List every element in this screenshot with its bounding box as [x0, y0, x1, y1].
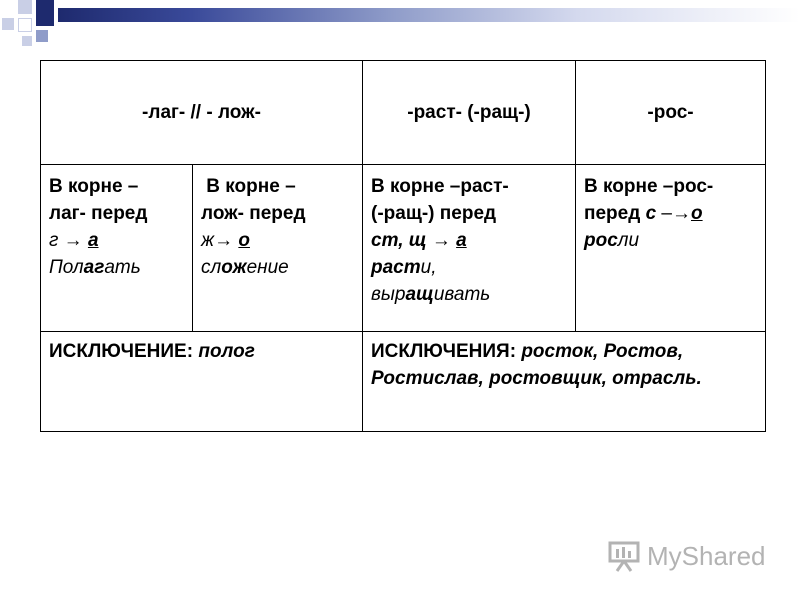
header-ros: -рос-	[576, 61, 766, 165]
rule-vowel: а	[87, 230, 99, 251]
example-word: выращивать	[371, 284, 491, 305]
deco-square	[18, 0, 32, 14]
rule-lozh	[193, 165, 363, 332]
rules-table	[40, 60, 766, 432]
rules-row	[41, 165, 766, 332]
rule-text: В корне –раст-	[371, 176, 509, 197]
rule-rast	[363, 165, 576, 332]
logo-text: MyShared	[647, 540, 766, 571]
rule-letter: с	[645, 203, 657, 224]
arrow: →	[58, 230, 88, 251]
exception-words: полог	[193, 341, 255, 362]
rule-text: В корне –рос-	[584, 176, 714, 197]
rule-text: В корне –	[49, 176, 139, 197]
exception-lag-lozh	[41, 332, 363, 432]
deco-square	[36, 0, 54, 26]
exception-rast-ros	[363, 332, 766, 432]
exception-words: росток, Ростов, Ростислав, ростовщик, отрасль.	[371, 341, 702, 389]
rule-text: лаг- перед	[49, 203, 148, 224]
rule-lag	[41, 165, 193, 332]
arrow: –→	[656, 203, 691, 224]
rule-vowel: о	[238, 230, 250, 251]
example-word: росли	[584, 230, 640, 251]
example-word: расти,	[371, 257, 437, 278]
presentation-board-icon	[607, 540, 641, 572]
rule-letter: г	[49, 230, 59, 251]
rule-text: лож- перед	[201, 203, 306, 224]
rule-text: В корне –	[201, 176, 296, 197]
arrow: →	[214, 230, 239, 251]
header-lag-lozh: -лаг- // - лож-	[41, 61, 363, 165]
rule-vowel: а	[456, 230, 467, 251]
example-word: Полагать	[49, 257, 141, 278]
rule-letter: ст, щ	[371, 230, 427, 251]
rule-ros	[576, 165, 766, 332]
header-rast: -раст- (-ращ-)	[363, 61, 576, 165]
rule-letter: ж	[201, 230, 215, 251]
deco-square	[22, 36, 32, 46]
example-word: сложение	[201, 257, 289, 278]
arrow: →	[426, 230, 457, 251]
rule-text: (-ращ-) перед	[371, 203, 497, 224]
deco-square	[18, 18, 32, 32]
header-row	[41, 61, 766, 165]
exceptions-row	[41, 332, 766, 432]
deco-gradient-bar	[58, 8, 800, 22]
rule-vowel: о	[691, 203, 703, 224]
deco-square	[2, 18, 14, 30]
exception-label: ИСКЛЮЧЕНИЯ:	[371, 341, 517, 362]
deco-square	[36, 30, 48, 42]
rule-text: перед	[584, 203, 646, 224]
decorative-header	[0, 0, 800, 50]
exception-label: ИСКЛЮЧЕНИЕ:	[49, 341, 194, 362]
myshared-logo	[607, 538, 766, 574]
